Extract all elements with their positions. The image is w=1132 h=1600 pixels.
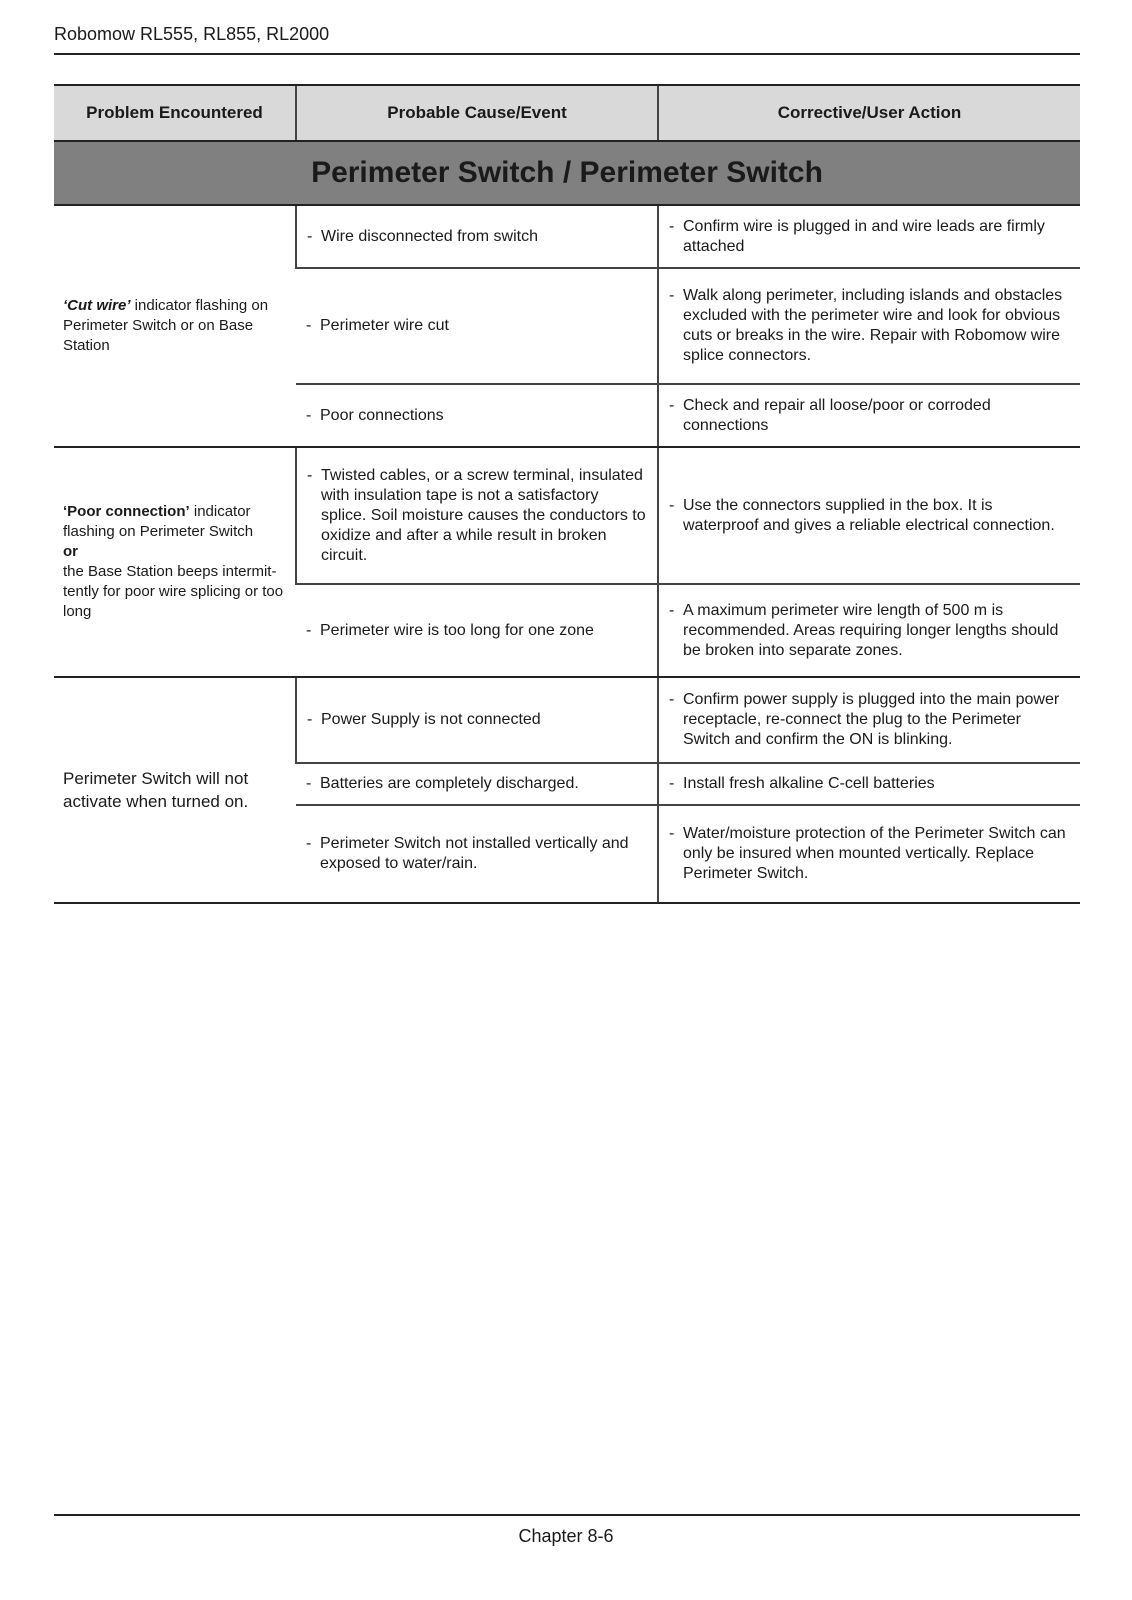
problem-cell — [54, 205, 296, 447]
cause-cell: - Power Supply is not connected — [296, 677, 658, 763]
cause-text: Perimeter wire is too long for one zone — [320, 621, 594, 639]
cause-cell: - Batteries are completely discharged. — [296, 763, 658, 805]
problem-cell — [54, 447, 296, 677]
problem-or: or — [63, 543, 78, 560]
table-header-row — [54, 85, 1080, 141]
cause-cell: - Twisted cables, or a screw terminal, insulated with insulation tape is not a satisfactory splice. Soil moisture causes the conductors to oxidize and after a while result in broken circuit. — [296, 447, 658, 584]
action-cell: - Confirm power supply is plugged into the main power receptacle, re-connect the plug to the Perimeter Switch and confirm the ON is blinking. — [658, 677, 1080, 763]
troubleshooting-table — [54, 84, 1080, 904]
problem-description-alt: the Base Station beeps intermit-tently for poor wire splicing or too long — [63, 563, 284, 620]
cause-text: Perimeter Switch not installed vertically and exposed to water/rain. — [320, 835, 629, 872]
action-text: Walk along perimeter, including islands and obstacles excluded with the perimeter wire and look for obvious cuts or breaks in the wire. Repair with Robomow wire splice connectors. — [683, 287, 1063, 364]
problem-cell — [54, 677, 296, 903]
cause-cell: - Perimeter wire cut — [296, 268, 658, 384]
cause-text: Batteries are completely discharged. — [320, 775, 579, 792]
table-row — [54, 447, 1080, 584]
cause-text: Poor connections — [320, 406, 444, 424]
action-text: Use the connectors supplied in the box. It is waterproof and gives a reliable electrical connection. — [683, 496, 1055, 534]
table-row — [54, 205, 1080, 268]
page-header-title: Robomow RL555, RL855, RL2000 — [54, 24, 330, 44]
table-row — [54, 677, 1080, 763]
cause-text: Twisted cables, or a screw terminal, insulated with insulation tape is not a satisfactory splice. Soil moisture causes the conductors to oxidize and after a while result in broken circuit. — [321, 466, 646, 564]
cause-cell: - Perimeter Switch not installed vertically and exposed to water/rain. — [296, 805, 658, 903]
action-text: Install fresh alkaline C-cell batteries — [683, 775, 935, 792]
cause-text: Power Supply is not connected — [321, 711, 541, 728]
action-cell: - Check and repair all loose/poor or corroded connections — [658, 384, 1080, 447]
section-row — [54, 141, 1080, 205]
header-divider — [54, 53, 1080, 55]
section-title: Perimeter Switch / Perimeter Switch — [54, 141, 1080, 205]
problem-description: Perimeter Switch will not activate when turned on. — [63, 769, 249, 811]
column-header-cause: Probable Cause/Event — [296, 85, 658, 141]
action-text: Check and repair all loose/poor or corroded connections — [683, 396, 991, 434]
action-text: Water/moisture protection of the Perimeter Switch can only be insured when mounted vertically. Replace Perimeter Switch. — [683, 825, 1066, 882]
action-cell: - A maximum perimeter wire length of 500 m is recommended. Areas requiring longer lengths should be broken into separate zones. — [658, 584, 1080, 677]
action-cell: - Confirm wire is plugged in and wire leads are firmly attached — [658, 205, 1080, 268]
action-text: Confirm wire is plugged in and wire leads are firmly attached — [683, 217, 1045, 255]
cause-cell: - Perimeter wire is too long for one zone — [296, 584, 658, 677]
action-cell: - Use the connectors supplied in the box. It is waterproof and gives a reliable electrical connection. — [658, 447, 1080, 584]
action-text: A maximum perimeter wire length of 500 m is recommended. Areas requiring longer lengths should be broken into separate zones. — [683, 601, 1059, 659]
problem-indicator: ‘Poor connection’ — [63, 503, 190, 520]
action-cell: - Walk along perimeter, including islands and obstacles excluded with the perimeter wire and look for obvious cuts or breaks in the wire. Repair with Robomow wire splice connectors. — [658, 268, 1080, 384]
column-header-action: Corrective/User Action — [658, 85, 1080, 141]
action-cell: - Water/moisture protection of the Perimeter Switch can only be insured when mounted vertically. Replace Perimeter Switch. — [658, 805, 1080, 903]
cause-text: Perimeter wire cut — [320, 317, 449, 334]
column-header-problem: Problem Encountered — [54, 85, 296, 141]
cause-text: Wire disconnected from switch — [321, 227, 538, 245]
page-footer: Chapter 8-6 — [518, 1526, 614, 1546]
cause-cell: - Poor connections — [296, 384, 658, 447]
problem-indicator: ‘Cut wire’ — [63, 297, 131, 314]
problem-description: indicator flashing on Perimeter Switch — [63, 503, 254, 540]
action-text: Confirm power supply is plugged into the main power receptacle, re-connect the plug to the Perimeter Switch and confirm the ON is blinking. — [683, 691, 1060, 748]
problem-description: indicator flashing on Perimeter Switch or on Base Station — [63, 297, 269, 354]
cause-cell: - Wire disconnected from switch — [296, 205, 658, 268]
footer-divider — [54, 1514, 1080, 1516]
action-cell: - Install fresh alkaline C-cell batteries — [658, 763, 1080, 805]
